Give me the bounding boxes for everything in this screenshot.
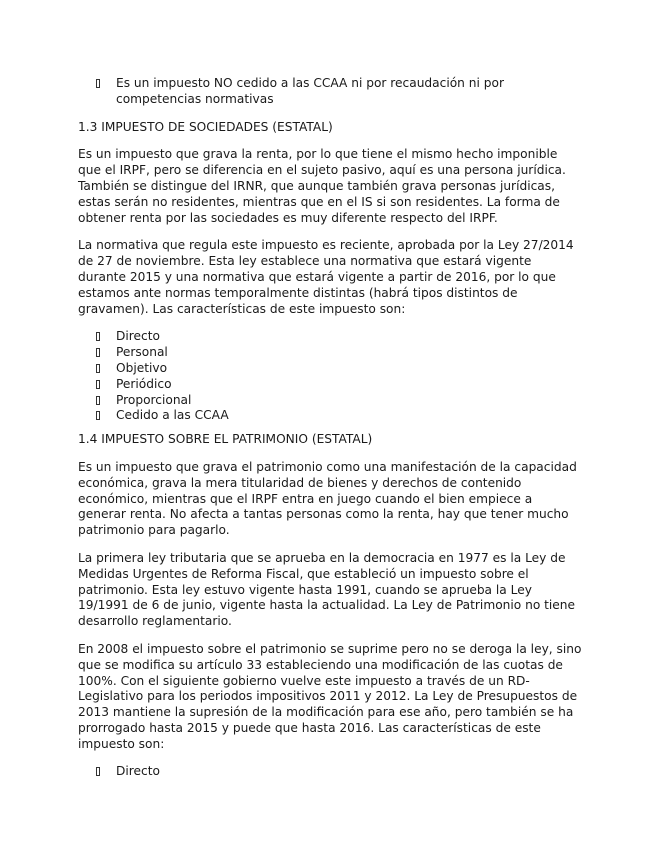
paragraph: En 2008 el impuesto sobre el patrimonio se suprime pero no se deroga la ley, sino que se modifica su artículo 33 estableciendo una modificación de las cuotas de 100%. Con el siguiente gobierno vuelve este impuesto a través de un RD-Legislativo para los periodos impositivos 2011 y 2012. La Ley de Presupuestos de 2013 mantiene la supresión de la modificación para ese año, pero también se ha prorrogado hasta 2015 y puede que hasta 2016. Las características de este impuesto son: [78,641,582,751]
list-item: Directo [78,764,583,780]
paragraph: Es un impuesto que grava la renta, por lo que tiene el mismo hecho imponible que el IRPF, pero se diferencia en el sujeto pasivo, aquí es una persona jurídica. También se distingue del IRNR, que aunque también grava personas jurídicas, estas serán no residentes, mientras que en el IS si son residentes. La forma de obtener renta por las sociedades es muy diferente respecto del IRPF. [78,147,566,225]
list-item: Periódico [78,377,583,393]
paragraph: La primera ley tributaria que se aprueba en la democracia en 1977 es la Ley de Medidas Urgentes de Reforma Fiscal, que estableció un impuesto sobre el patrimonio. Esta ley estuvo vigente hasta 1991, cuando se aprueba la Ley 19/1991 de 6 de junio, vigente hasta la actualidad. La Ley de Patrimonio no tiene desarrollo reglamentario. [78,550,576,629]
list-item: Personal [78,345,583,361]
characteristics-list-1-3 [78,329,583,424]
bullet-box-icon [96,348,100,357]
bullet-box-icon [96,364,100,373]
intro-bullet-list [78,76,583,108]
paragraph: Es un impuesto que grava el patrimonio como una manifestación de la capacidad económica, grava la mera titularidad de bienes y derechos de contenido económico, mientras que el IRPF entra en juego cuando el bien empiece a generar renta. No afecta a tantas personas como la renta, hay que tener mucho patrimonio para pagarlo. [78,459,577,538]
characteristics-list-1-4 [78,764,583,780]
list-item: Objetivo [78,361,583,377]
document-page [78,76,583,780]
list-item: Directo [78,329,583,345]
section-heading-1-4: 1.4 IMPUESTO SOBRE EL PATRIMONIO (ESTATAL) [78,432,373,447]
bullet-box-icon [96,411,100,420]
bullet-box-icon [96,396,100,405]
bullet-box-icon [96,79,100,88]
list-item: Cedido a las CCAA [78,408,583,424]
list-item: Proporcional [78,393,583,409]
bullet-box-icon [96,767,100,776]
bullet-box-icon [96,380,100,389]
section-heading-1-3: 1.3 IMPUESTO DE SOCIEDADES (ESTATAL) [78,119,333,134]
paragraph: La normativa que regula este impuesto es reciente, aprobada por la Ley 27/2014 de 27 de noviembre. Esta ley establece una normativa que estará vigente durante 2015 y una normativa que estará vigente a partir de 2016, por lo que estamos ante normas temporalmente distintas (habrá tipos distintos de gravamen). Las características de este impuesto son: [78,238,574,316]
bullet-box-icon [96,332,100,341]
list-item: Es un impuesto NO cedido a las CCAA ni por recaudación ni por competencias normativas [78,76,583,108]
